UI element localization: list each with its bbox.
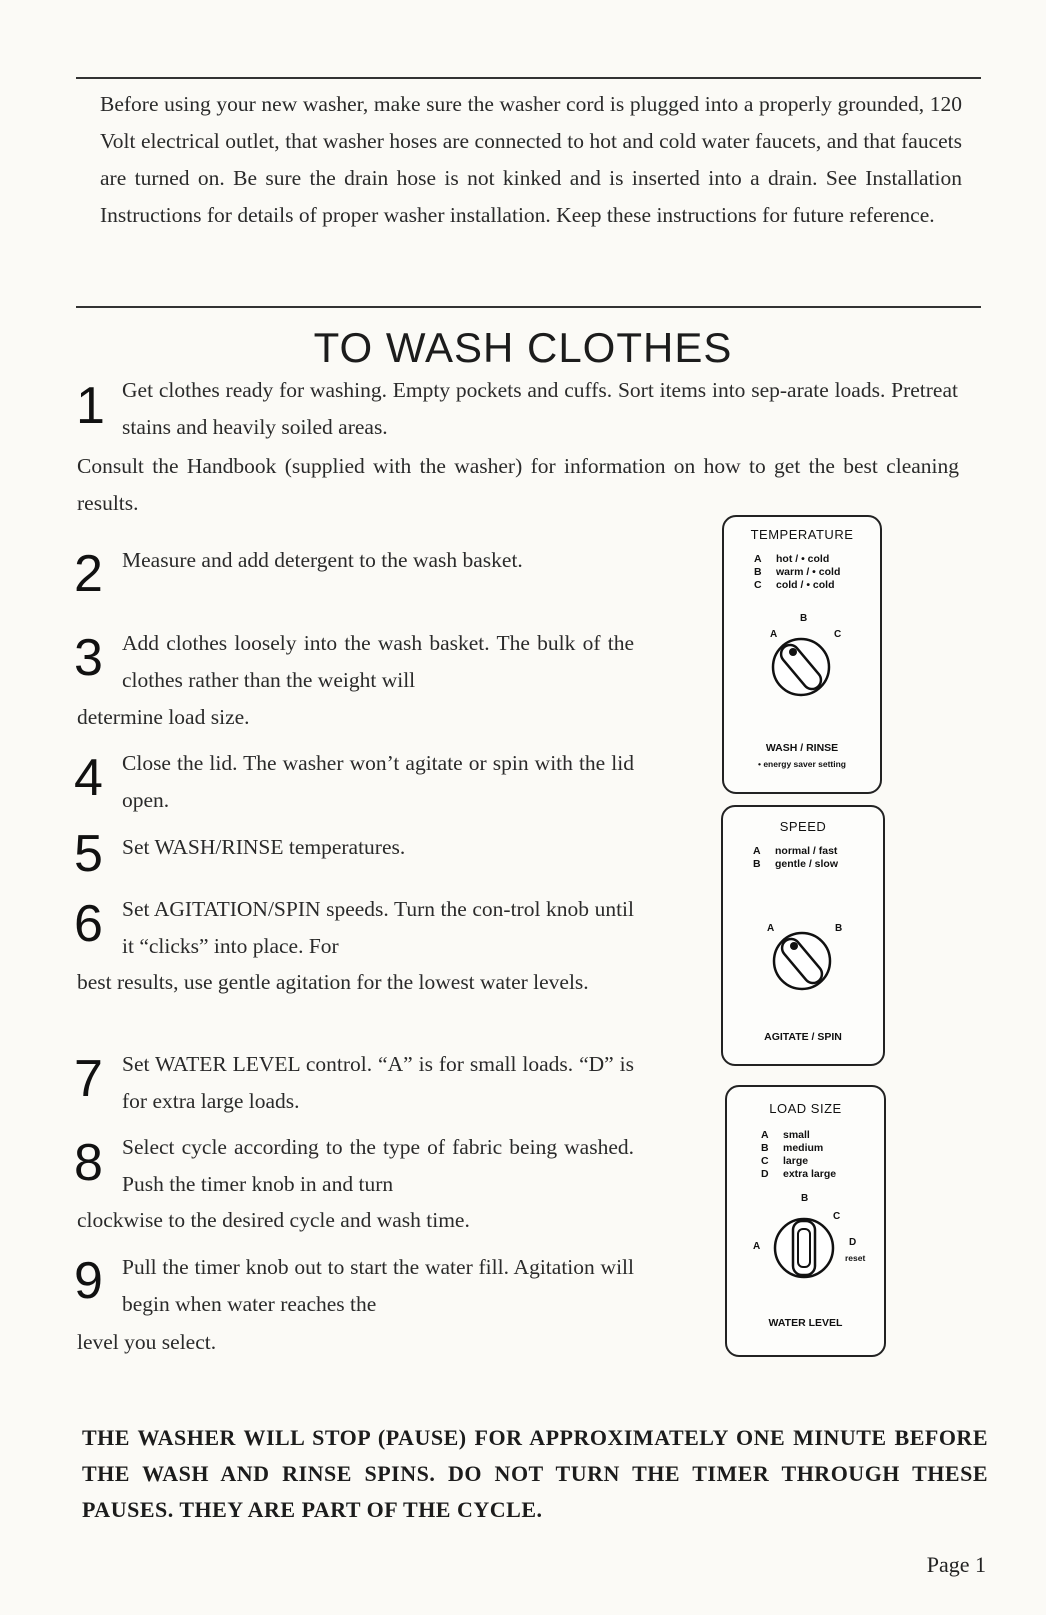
step-6-number: 6: [74, 895, 103, 953]
temperature-position-c: C: [834, 629, 842, 640]
step-1-continuation: Consult the Handbook (supplied with the washer) for information on how to get the best cleaning results.: [77, 454, 959, 515]
temperature-energy-note: • energy saver setting: [757, 759, 846, 769]
load-option-d: D extra large: [761, 1168, 837, 1180]
step-3-number: 3: [74, 629, 103, 687]
water-level-knob-icon[interactable]: [771, 1215, 837, 1281]
intro-bottom-rule: [76, 306, 981, 308]
speed-option-a: A normal / fast: [753, 845, 838, 857]
step-7-number: 7: [74, 1050, 103, 1108]
step-9-continuation: level you select.: [77, 1330, 217, 1354]
step-2-number: 2: [74, 545, 103, 603]
step-1-number: 1: [76, 377, 105, 435]
speed-position-b: B: [835, 923, 843, 934]
temperature-option-c: C cold / • cold: [754, 579, 835, 591]
step-8-text: Select cycle according to the type of fabric being washed. Push the timer knob in and turn: [122, 1135, 634, 1196]
step-6-text: Set AGITATION/SPIN speeds. Turn the con-trol knob until it “clicks” into place. For: [122, 897, 634, 958]
load-position-a: A: [753, 1241, 761, 1252]
step-4-number: 4: [74, 749, 103, 807]
load-size-title: LOAD SIZE: [769, 1101, 842, 1116]
step-8-continuation: clockwise to the desired cycle and wash time.: [77, 1208, 470, 1232]
page-title: TO WASH CLOTHES: [313, 324, 733, 371]
top-rule: [76, 77, 981, 79]
step-7-text: Set WATER LEVEL control. “A” is for small loads. “D” is for extra large loads.: [122, 1052, 634, 1113]
step-4-text: Close the lid. The washer won’t agitate or spin with the lid open.: [122, 751, 634, 812]
pause-warning: THE WASHER WILL STOP (PAUSE) FOR APPROXIMATELY ONE MINUTE BEFORE THE WASH AND RINSE SPINS. DO NOT TURN THE TIMER THROUGH THESE PAUSES. THEY ARE PART OF THE CYCLE.: [82, 1425, 988, 1522]
load-size-footer: WATER LEVEL: [768, 1317, 843, 1329]
step-3-text: Add clothes loosely into the wash basket. The bulk of the clothes rather than the weight will: [122, 631, 634, 692]
temperature-position-a: A: [770, 629, 778, 640]
page-number: Page 1: [926, 1552, 986, 1577]
step-9-number: 9: [74, 1252, 103, 1310]
step-5-text: Set WASH/RINSE temperatures.: [122, 835, 406, 859]
intro-paragraph: Before using your new washer, make sure the washer cord is plugged into a properly grounded, 120 Volt electrical outlet, that washer hoses are connected to hot and cold water faucets, and that faucets are turned on. Be sure the drain hose is not kinked and is inserted into a drain. See Installation Instructions for details of proper washer installation. Keep these instructions for future reference.: [100, 92, 962, 227]
step-1-text: Get clothes ready for washing. Empty pockets and cuffs. Sort items into sep-arate loads. Pretreat stains and heavily soiled areas.: [122, 378, 958, 439]
step-2-text: Measure and add detergent to the wash basket.: [122, 548, 523, 572]
temperature-option-b: B warm / • cold: [754, 566, 841, 578]
speed-footer: AGITATE / SPIN: [764, 1031, 842, 1043]
load-option-b: B medium: [761, 1142, 824, 1154]
speed-panel: [721, 805, 885, 1066]
temperature-position-b: B: [800, 613, 808, 624]
step-3-continuation: determine load size.: [77, 705, 250, 729]
speed-position-a: A: [767, 923, 775, 934]
temperature-title: TEMPERATURE: [750, 527, 854, 542]
load-size-panel: [725, 1085, 886, 1357]
temperature-knob-icon[interactable]: [769, 635, 833, 699]
speed-knob-icon[interactable]: [770, 929, 834, 993]
step-9-text: Pull the timer knob out to start the water fill. Agitation will begin when water reaches the: [122, 1255, 634, 1316]
load-position-d: D: [849, 1237, 857, 1248]
temperature-panel: [722, 515, 882, 794]
step-8-number: 8: [74, 1134, 103, 1192]
step-5-number: 5: [74, 825, 103, 883]
speed-title: SPEED: [779, 819, 827, 834]
temperature-footer: WASH / RINSE: [765, 742, 839, 754]
step-6-continuation: best results, use gentle agitation for the lowest water levels.: [77, 970, 589, 994]
temperature-option-a: A hot / • cold: [754, 553, 830, 565]
speed-option-b: B gentle / slow: [753, 858, 839, 870]
load-position-c: C: [833, 1211, 841, 1222]
load-position-b: B: [801, 1193, 809, 1204]
load-position-reset: reset: [845, 1253, 866, 1263]
load-option-c: C large: [761, 1155, 809, 1167]
load-option-a: A small: [761, 1129, 810, 1141]
